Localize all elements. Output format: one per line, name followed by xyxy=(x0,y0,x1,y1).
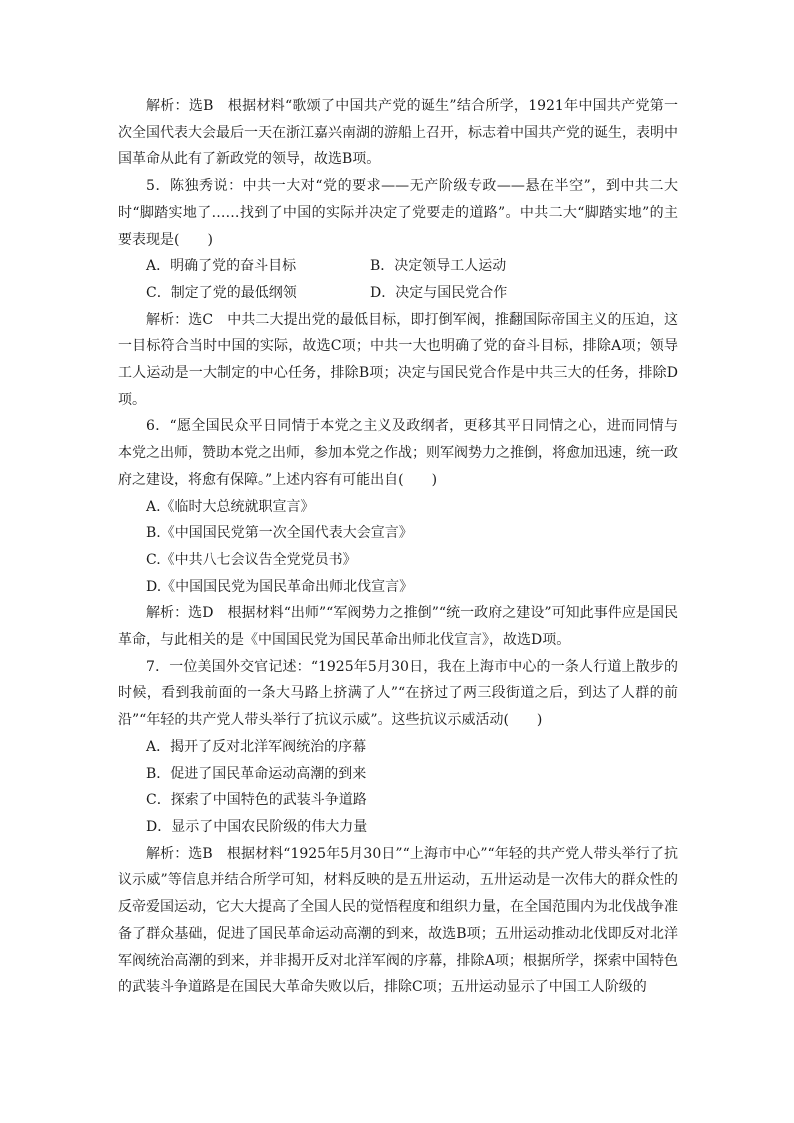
question-7-option-b: B．促进了国民革命运动高潮的到来 xyxy=(146,765,367,782)
question-6-option-a: A.《临时大总统就职宣言》 xyxy=(146,498,315,515)
question-5-option-a: A．明确了党的奋斗目标 xyxy=(146,258,297,275)
question-6-option-d: D.《中国国民党为国民革命出师北伐宣言》 xyxy=(146,578,414,595)
analysis-q5: 解析：选C 中共二大提出党的最低目标，即打倒军阀，推翻国际帝国主义的压迫，这一目标符合当时中国的实际，故选C项；中共一大也明确了党的奋斗目标，排除A项；领导工人运动是一大制定的中心任务，排除B项；决定与国民党合作是中共三大的任务，排除D项。 xyxy=(118,311,678,408)
question-6-option-c: C.《中共八七会议告全党党员书》 xyxy=(146,551,357,568)
question-7-option-a: A．揭开了反对北洋军阀统治的序幕 xyxy=(146,738,367,755)
question-5-option-c: C．制定了党的最低纲领 xyxy=(146,284,297,301)
page-content xyxy=(118,93,678,1001)
question-6-option-b: B.《中国国民党第一次全国代表大会宣言》 xyxy=(146,525,413,542)
question-7-option-c: C．探索了中国特色的武装斗争道路 xyxy=(146,792,367,809)
question-5-option-b: B．决定领导工人运动 xyxy=(370,258,507,275)
question-5-stem: 5．陈独秀说：中共一大对“党的要求——无产阶级专政——悬在半空”，到中共二大时“脚踏实地了……找到了中国的实际并决定了党要走的道路”。中共二大“脚踏实地”的主要表现是( ) xyxy=(118,178,678,248)
question-5-option-d: D．决定与国民党合作 xyxy=(370,284,508,301)
question-5-options-row-2 xyxy=(118,280,678,307)
analysis-q4: 解析：选B 根据材料“歌颂了中国共产党的诞生”结合所学，1921年中国共产党第一次全国代表大会最后一天在浙江嘉兴南湖的游船上召开，标志着中国共产党的诞生，表明中国革命从此有了新政党的领导，故选B项。 xyxy=(118,98,678,168)
question-5-options-row-1 xyxy=(118,253,678,280)
question-7-stem: 7．一位美国外交官记述：“1925年5月30日，我在上海市中心的一条人行道上散步的时候，看到我前面的一条大马路上挤满了人”“在挤过了两三段街道之后，到达了人群的前沿”“年轻的共产党人带头举行了抗议示威”。这些抗议示威活动( ) xyxy=(118,658,678,729)
question-7-option-d: D．显示了中国农民阶级的伟大力量 xyxy=(146,818,368,835)
question-6-stem: 6．“愿全国民众平日同情于本党之主义及政纲者，更移其平日同情之心，进而同情与本党之出师，赞助本党之出师，参加本党之作战；则军阀势力之推倒，将愈加迅速，统一政府之建设，将愈有保障。”上述内容有可能出自( ) xyxy=(118,418,678,488)
analysis-q7: 解析：选B 根据材料“1925年5月30日”“上海市中心”“年轻的共产党人带头举行了抗议示威”等信息并结合所学可知，材料反映的是五卅运动，五卅运动是一次伟大的群众性的反帝爱国运动，它大大提高了全国人民的觉悟程度和组织力量，在全国范围内为北伐战争准备了群众基础，促进了国民革命运动高潮的到来，故选B项；五卅运动推动北伐即反对北洋军阀统治高潮的到来，并非揭开反对北洋军阀的序幕，排除A项；根据所学，探索中国特色的武装斗争道路是在国民大革命失败以后，排除C项；五卅运动显示了中国工人阶级的 xyxy=(118,845,678,996)
analysis-q6: 解析：选D 根据材料“出师”“军阀势力之推倒”“统一政府之建设”可知此事件应是国民革命，与此相关的是《中国国民党为国民革命出师北伐宣言》，故选D项。 xyxy=(118,605,678,649)
